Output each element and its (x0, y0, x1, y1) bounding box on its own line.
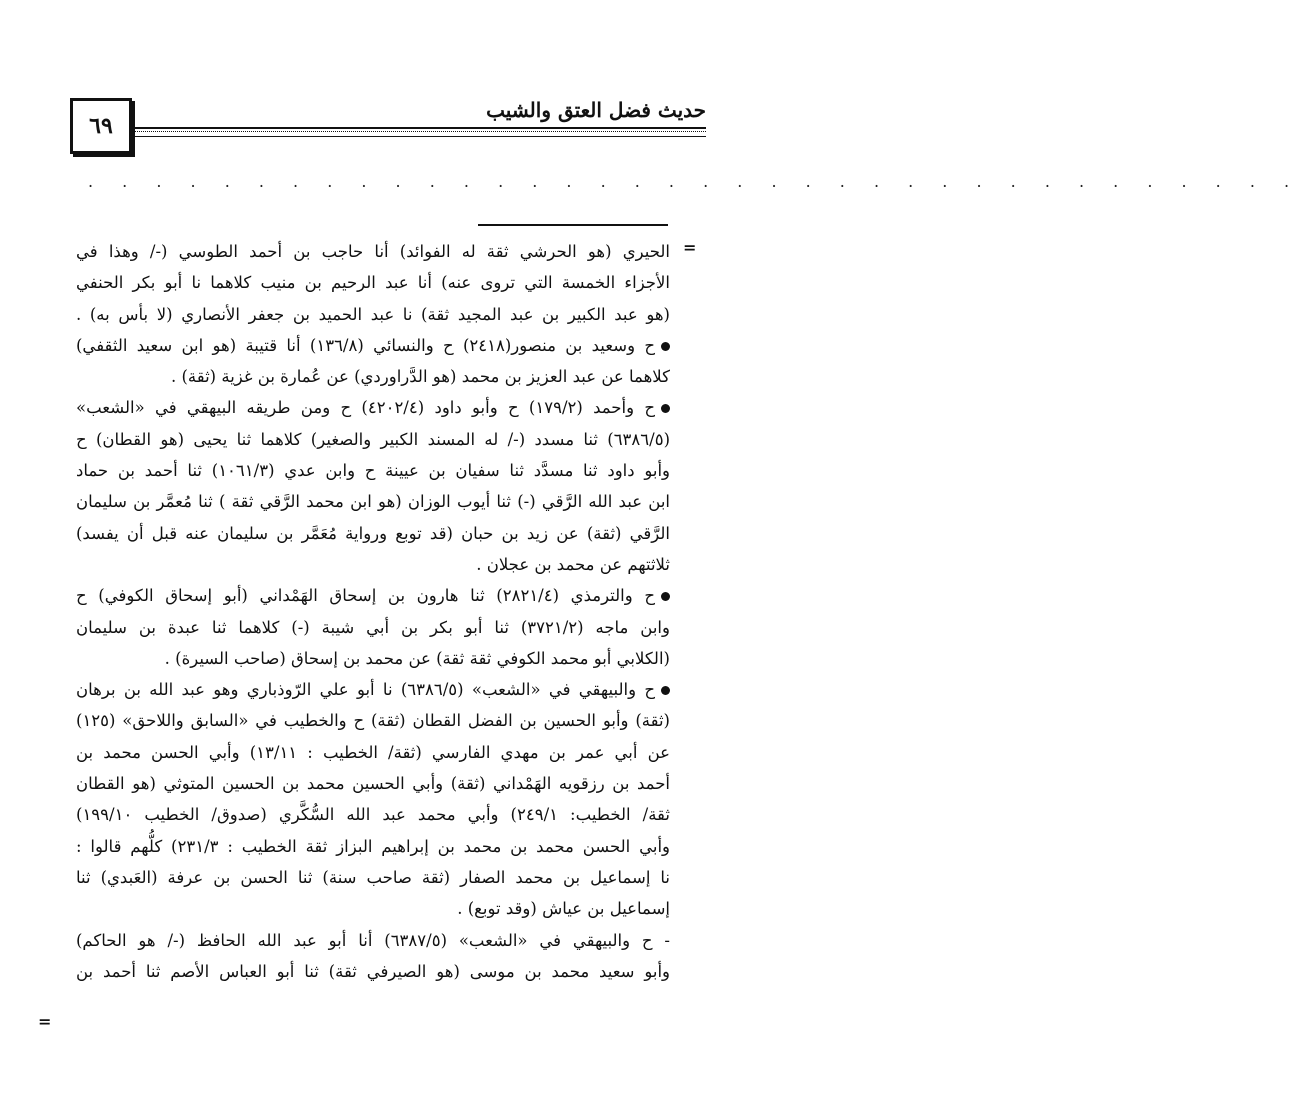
continuation-mark-bottom: = (38, 1012, 52, 1031)
text-line-content: ح والبيهقي في «الشعب» (٦٣٨٦/٥) نا أبو علي الرّوذباري وهو عبد الله بن برهان (76, 680, 655, 700)
page-number-box (70, 98, 132, 154)
text-line (76, 612, 670, 643)
text-line (76, 799, 670, 830)
text-line-content: الأجزاء الخمسة التي تروى عنه) أنا عبد الرحيم بن منيب كلاهما نا أبو بكر الحنفي (76, 273, 670, 293)
text-line (76, 831, 670, 862)
text-line-content: ح وأحمد (١٧٩/٢) ح وأبو داود (٤٢٠٢/٤) ح ومن طريقه البيهقي في «الشعب» (76, 398, 656, 418)
text-line-content: (ثقة) وأبو الحسين بن الفضل القطان (ثقة) ح والخطيب في «السابق واللاحق» (١٢٥) (76, 711, 670, 731)
header-rule (130, 127, 706, 137)
text-line-content: وأبي الحسن محمد بن محمد بن إبراهيم البزاز ثقة الخطيب : ٢٣١/٣) كلُّهم قالوا : (76, 836, 670, 856)
text-line-content: ثلاثتهم عن محمد بن عجلان . (476, 554, 670, 574)
text-line (76, 705, 670, 736)
footnote-body (76, 236, 670, 987)
page-number: ٦٩ (89, 113, 113, 139)
text-line (76, 580, 670, 611)
text-line-content: (هو عبد الكبير بن عبد المجيد ثقة) نا عبد الحميد بن جعفر الأنصاري (لا بأس به) . (76, 304, 670, 324)
text-line (76, 643, 670, 674)
bullet-icon (661, 404, 670, 413)
text-line (76, 925, 670, 956)
text-line (76, 674, 670, 705)
text-line-content: (الكلابي أبو محمد الكوفي ثقة ثقة) عن محمد بن إسحاق (صاحب السيرة) . (164, 648, 670, 668)
bullet-icon (661, 686, 670, 695)
text-line (76, 549, 670, 580)
text-line-content: ح وسعيد بن منصور(٢٤١٨) ح والنسائي (١٣٦/٨) أنا قتيبة (هو ابن سعيد الثقفي) (76, 335, 655, 355)
continuation-mark-top: = (683, 238, 697, 257)
text-line-content: كلاهما عن عبد العزيز بن محمد (هو الدَّراوردي) عن عُمارة بن غزية (ثقة) . (170, 367, 670, 387)
bullet-icon (661, 342, 670, 351)
text-line (76, 455, 670, 486)
text-line (76, 956, 670, 987)
bullet-icon (661, 592, 670, 601)
text-line (76, 267, 670, 298)
text-line (76, 486, 670, 517)
text-line (76, 424, 670, 455)
text-line-content: وأبو داود ثنا مسدَّد ثنا سفيان بن عيينة ح وابن عدي (١٠٦١/٣) ثنا أحمد بن حماد (76, 461, 670, 481)
footnote-separator-line (478, 224, 668, 226)
text-line-content: الحيري (هو الحرشي ثقة له الفوائد) أنا حاجب بن أحمد الطوسي (-/ وهذا في (76, 242, 670, 261)
text-line-content: إسماعيل بن عياش (وقد توبع) . (457, 899, 670, 919)
dotted-separator: . . . . . . . . . . . . . . . . . . . . . . . . . . . . . . . . . . . . (88, 172, 1301, 191)
text-line (76, 862, 670, 893)
text-line (76, 893, 670, 924)
text-line (76, 737, 670, 768)
text-line-content: وابن ماجه (٣٧٢١/٢) ثنا أبو بكر بن أبي شيبة (-) كلاهما ثنا عبدة بن سليمان (76, 617, 670, 637)
text-line (76, 299, 670, 330)
text-line-content: - ح والبيهقي في «الشعب» (٦٣٨٧/٥) أنا أبو عبد الله الحافظ (-/ هو الحاكم) (76, 930, 671, 950)
text-line (76, 330, 670, 361)
text-line-content: ابن عبد الله الرَّقي (-) ثنا أيوب الوزان (هو ابن محمد الرَّقي ثقة ) ثنا مُعمَّر بن سليمان (76, 492, 670, 512)
text-line (76, 236, 670, 267)
text-line (76, 361, 670, 392)
text-line-content: الرَّقي (ثقة) عن زيد بن حبان (قد توبع ورواية مُعَمَّر بن سليمان عنه قبل أن يفسد) (76, 523, 670, 543)
text-line (76, 768, 670, 799)
text-line-content: عن أبي عمر بن مهدي الفارسي (ثقة/ الخطيب : ١٣/١١) وأبي الحسن محمد بن (76, 742, 670, 762)
text-line-content: وأبو سعيد محمد بن موسى (هو الصيرفي ثقة) ثنا أبو العباس الأصم ثنا أحمد بن (76, 961, 670, 981)
text-line-content: ثقة/ الخطيب: ٢٤٩/١) وأبي محمد عبد الله السُّكَّري (صدوق/ الخطيب ١٩٩/١٠) (76, 805, 670, 825)
running-header-title: حديث فضل العتق والشيب (486, 98, 706, 122)
text-line (76, 392, 670, 423)
text-line-content: ح والترمذي (٢٨٢١/٤) ثنا هارون بن إسحاق الهَمْداني (أبو إسحاق الكوفي) ح (76, 586, 655, 606)
text-line-content: نا إسماعيل بن محمد الصفار (ثقة صاحب سنة) ثنا الحسن بن عرفة (العَبدي) ثنا (76, 867, 670, 887)
text-line-content: (٦٣٨٦/٥) ثنا مسدد (-/ له المسند الكبير والصغير) كلاهما ثنا يحيى (هو القطان) ح (76, 429, 670, 449)
text-line (76, 518, 670, 549)
text-line-content: أحمد بن رزقويه الهَمْداني (ثقة) وأبي الحسين محمد بن الحسين المتوثي (هو القطان (76, 774, 670, 794)
